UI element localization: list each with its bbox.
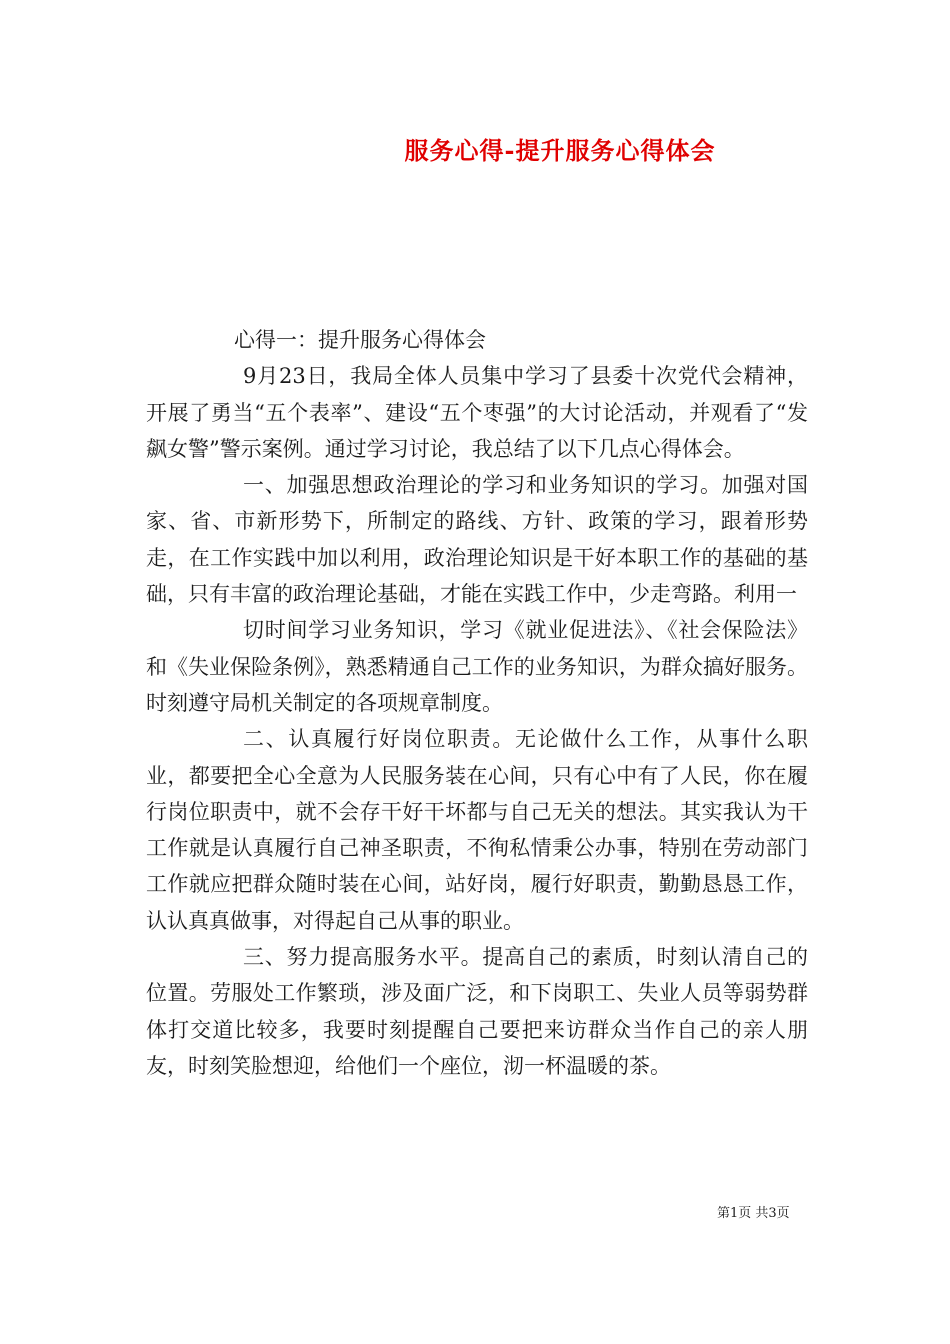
- page-footer: 第1页 共3页: [717, 1206, 790, 1221]
- paragraph-5: 三、努力提高服务水平。提高自己的素质，时刻认清自己的位置。劳服处工作繁琐，涉及面广泛，和下岗职工、失业人员等弱势群体打交道比较多，我要时刻提醒自己要把来访群众当作自己的亲人朋友，时刻笑脸想迎，给他们一个座位，沏一杯温暖的茶。: [146, 945, 808, 1078]
- paragraph-1: 9月23日，我局全体人员集中学习了县委十次党代会精神，开展了勇当“五个表率”、建设“五个枣强”的大讨论活动，并观看了“发飙女警”警示案例。通过学习讨论，我总结了以下几点心得体会。: [146, 364, 808, 461]
- paragraph-4: 二、认真履行好岗位职责。无论做什么工作，从事什么职业，都要把全心全意为人民服务装在心间，只有心中有了人民，你在履行岗位职责中，就不会存干好干坏都与自己无关的想法。其实我认为干工作就是认真履行自己神圣职责，不徇私情秉公办事，特别在劳动部门工作就应把群众随时装在心间，站好岗，履行好职责，勤勤恳恳工作，认认真真做事，对得起自己从事的职业。: [146, 727, 808, 933]
- page-title: 服务心得-提升服务心得体会: [404, 136, 716, 165]
- paragraph-3: 切时间学习业务知识，学习《就业促进法》、《社会保险法》和《失业保险条例》，熟悉精通自己工作的业务知识，为群众搞好服务。时刻遵守局机关制定的各项规章制度。: [146, 618, 808, 715]
- paragraph-2: 一、加强思想政治理论的学习和业务知识的学习。加强对国家、省、市新形势下，所制定的路线、方针、政策的学习，跟着形势走，在工作实践中加以利用，政治理论知识是干好本职工作的基础的基础，只有丰富的政治理论基础，才能在实践工作中，少走弯路。利用一: [146, 473, 808, 607]
- section-heading: 心得一：提升服务心得体会: [234, 328, 486, 352]
- document-body: [146, 322, 808, 1084]
